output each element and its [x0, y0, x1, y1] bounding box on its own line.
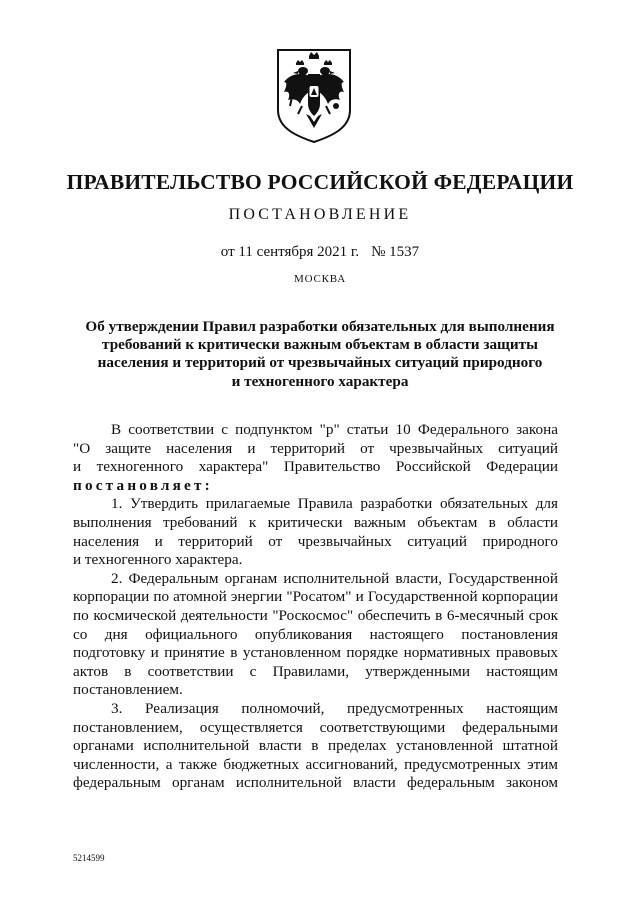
- body-line: и техногенного характера" Правительство Российской Федерации: [73, 458, 558, 476]
- body-line: подготовку и принятие в установленном порядке нормативных правовых: [73, 644, 558, 662]
- body-line: федеральным органам исполнительной власти федеральным законом: [73, 774, 558, 792]
- decree-body: [73, 421, 558, 793]
- title-line: и техногенного характера: [231, 372, 409, 390]
- body-line: постановлением.: [73, 681, 183, 699]
- body-line-resolves: постановляет:: [73, 476, 213, 494]
- decree-number: № 1537: [371, 244, 420, 260]
- body-line: постановлением, осуществляется соответствующими федеральными: [73, 718, 558, 736]
- title-line: требований к критически важным объектам в области защиты: [102, 336, 538, 354]
- body-line: численности, а также бюджетных ассигнований, предусмотренных этим: [73, 755, 558, 773]
- government-name: ПРАВИТЕЛЬСТВО РОССИЙСКОЙ ФЕДЕРАЦИИ: [66, 170, 574, 194]
- body-line: "О защите населения и территорий от чрезвычайных ситуаций: [73, 439, 558, 457]
- decree-date: от 11 сентября 2021 г.: [220, 244, 360, 260]
- body-line: выполнения требований к критически важным объектам в области: [73, 513, 558, 531]
- title-line: населения и территорий от чрезвычайных ситуаций природного: [97, 354, 543, 372]
- body-line: населения и территорий от чрезвычайных ситуаций природного: [73, 532, 558, 550]
- title-line: Об утверждении Правил разработки обязательных для выполнения: [85, 318, 555, 335]
- body-line: со дня официального опубликования настоящего постановления: [73, 625, 558, 643]
- body-line: органами исполнительной власти в пределах установленной штатной: [73, 737, 558, 755]
- coat-of-arms-emblem: [276, 48, 352, 144]
- footer-code: 5214599: [73, 853, 105, 863]
- body-line: В соответствии с подпунктом "р" статьи 10 Федерального закона: [111, 421, 558, 438]
- body-line: актов в соответствии с Правилами, утвержденными настоящим: [73, 662, 558, 680]
- body-line: по космической деятельности "Роскосмос" обеспечить в 6-месячный срок: [73, 606, 558, 624]
- decree-title: [60, 318, 580, 391]
- body-line: 2. Федеральным органам исполнительной власти, Государственной: [111, 569, 558, 587]
- body-line: корпорации по атомной энергии "Росатом" и Государственной корпорации: [73, 588, 558, 606]
- document-type: ПОСТАНОВЛЕНИЕ: [228, 206, 412, 223]
- date-line: [0, 244, 640, 261]
- body-line: и техногенного характера.: [73, 551, 243, 569]
- body-line: 1. Утвердить прилагаемые Правила разработки обязательных для: [111, 495, 558, 513]
- city-name: МОСКВА: [294, 273, 346, 285]
- body-line: 3. Реализация полномочий, предусмотренных настоящим: [111, 699, 558, 717]
